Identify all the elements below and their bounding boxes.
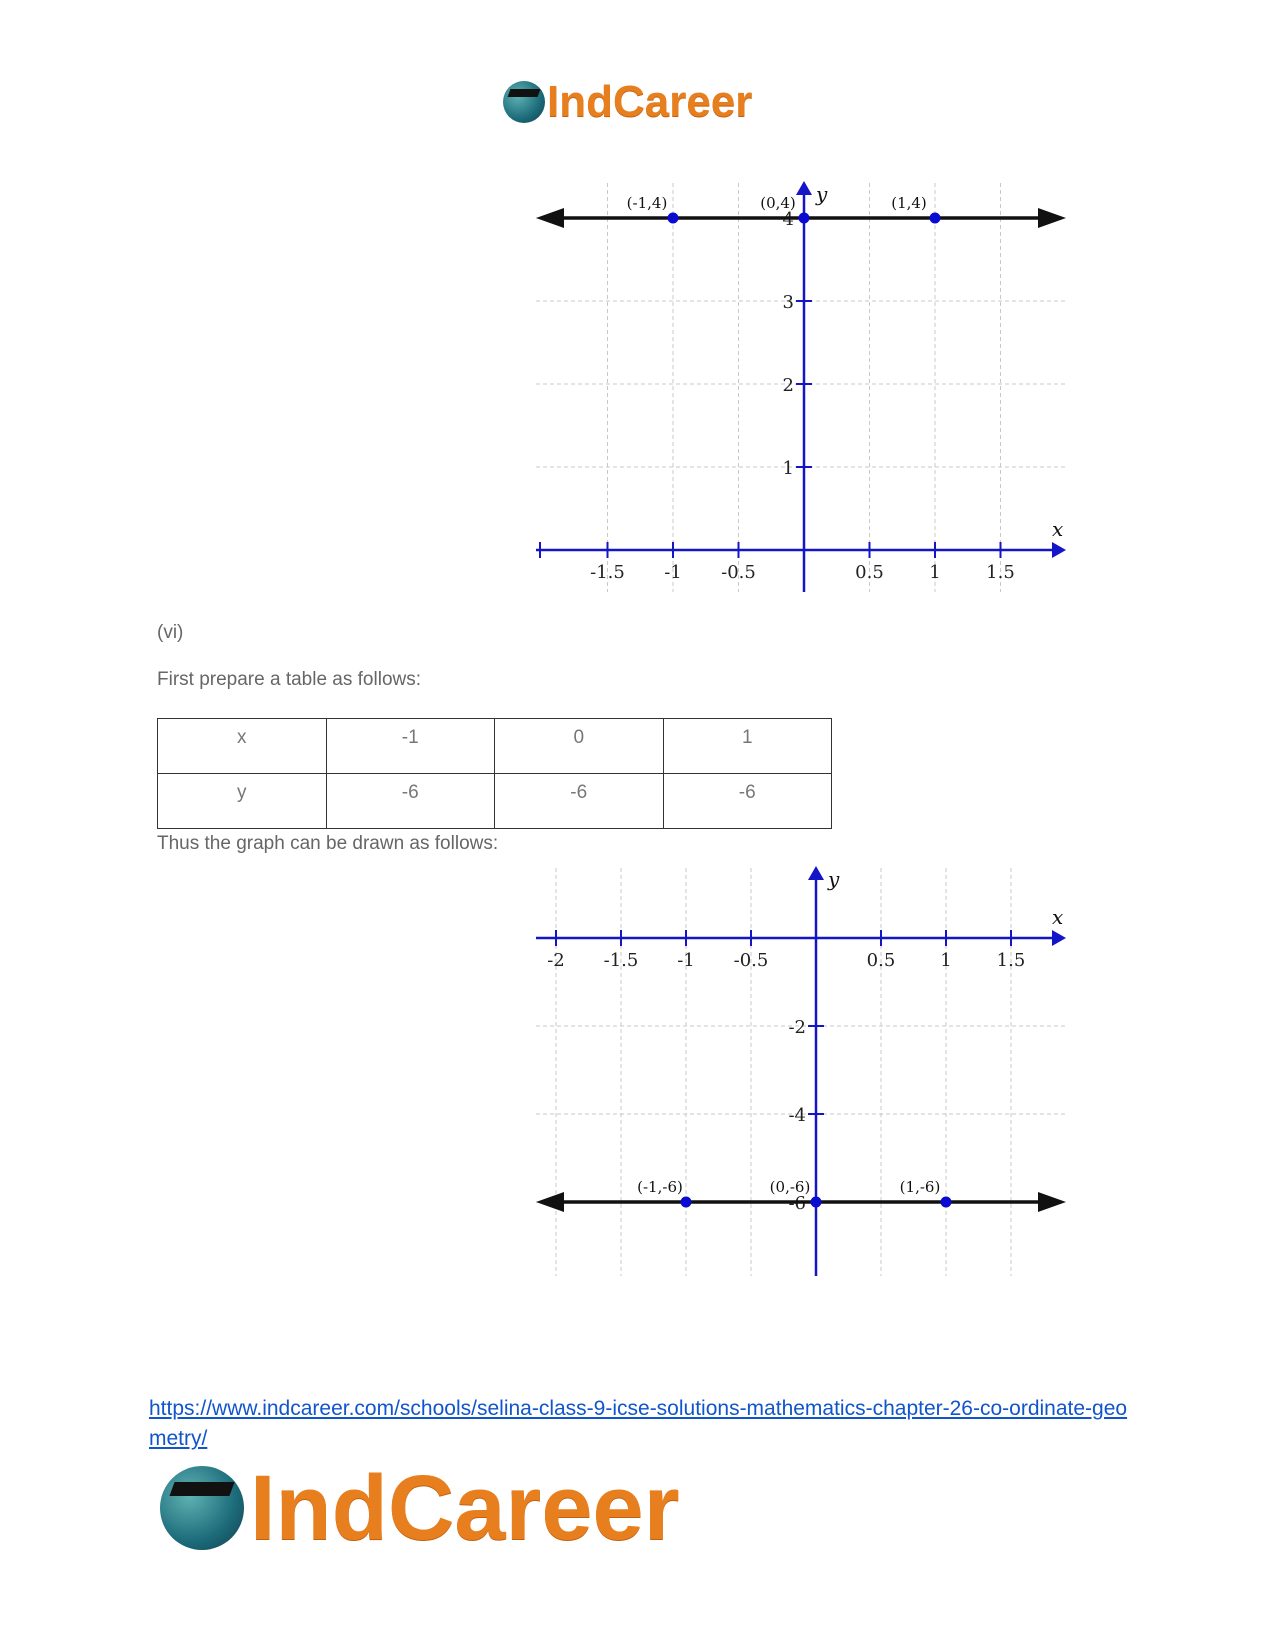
x-tick-label: 1 <box>940 950 952 971</box>
point-label: (0,4) <box>760 194 796 212</box>
y-tick-label: -6 <box>788 1193 806 1214</box>
y-axis-label: y <box>816 182 828 206</box>
point-label: (1,-6) <box>899 1178 941 1196</box>
x-tick-label: -0.5 <box>721 562 756 583</box>
source-url-link[interactable]: https://www.indcareer.com/schools/selina-class-9-icse-solutions-mathematics-chapter-26-co-ordinate-geometry/ <box>149 1397 1128 1450</box>
data-point <box>799 213 810 224</box>
point-label: (1,4) <box>891 194 927 212</box>
y-tick-label: 3 <box>782 292 794 313</box>
x-tick-label: -1.5 <box>603 950 639 971</box>
y-axis-arrow <box>796 181 812 195</box>
point-label: (0,-6) <box>769 1178 811 1196</box>
x-tick-label: -1 <box>677 950 695 971</box>
after-table-text: Thus the graph can be drawn as follows: <box>157 833 499 854</box>
table-cell: 1 <box>663 719 832 774</box>
table-cell: -1 <box>326 719 495 774</box>
x-axis-arrow <box>1052 542 1066 558</box>
point-label: (-1,4) <box>626 194 668 212</box>
x-tick-label: -1.5 <box>590 562 625 583</box>
point-label: (-1,-6) <box>637 1178 683 1196</box>
line-arrow-right <box>1038 1192 1066 1212</box>
table-cell: x <box>158 719 327 774</box>
y-tick-label: -4 <box>788 1105 806 1126</box>
x-axis-arrow <box>1052 930 1066 946</box>
intro-text: First prepare a table as follows: <box>157 669 422 690</box>
y-axis-arrow <box>808 866 824 880</box>
data-point <box>941 1197 952 1208</box>
header-logo <box>503 77 753 126</box>
table-row <box>158 774 832 829</box>
data-point <box>930 213 941 224</box>
graduate-cap-logo-icon <box>503 81 545 123</box>
table-cell: -6 <box>495 774 664 829</box>
x-axis-label: x <box>1052 517 1064 541</box>
line-arrow-left <box>536 208 564 228</box>
y-tick-label: 1 <box>782 458 794 479</box>
table-cell: -6 <box>663 774 832 829</box>
line-arrow-left <box>536 1192 564 1212</box>
data-point <box>681 1197 692 1208</box>
x-tick-label: 0.5 <box>855 562 884 583</box>
header-logo-text: IndCareer <box>547 77 753 126</box>
y-tick-label: 4 <box>782 209 794 230</box>
values-table <box>157 718 832 829</box>
table-cell: -6 <box>326 774 495 829</box>
x-tick-label: -2 <box>547 950 565 971</box>
table-row <box>158 719 832 774</box>
data-point <box>668 213 679 224</box>
x-tick-label: 0.5 <box>866 950 896 971</box>
y-tick-label: -2 <box>788 1017 806 1038</box>
y-tick-label: 2 <box>782 375 794 396</box>
footer-logo <box>160 1457 680 1559</box>
line-arrow-right <box>1038 208 1066 228</box>
part-label: (vi) <box>157 622 184 643</box>
footer-logo-text: IndCareer <box>250 1457 680 1559</box>
y-axis-label: y <box>828 867 840 891</box>
x-tick-label: -0.5 <box>733 950 769 971</box>
x-tick-label: -1 <box>664 562 682 583</box>
data-point <box>811 1197 822 1208</box>
table-cell: y <box>158 774 327 829</box>
x-tick-label: 1.5 <box>996 950 1026 971</box>
table-cell: 0 <box>495 719 664 774</box>
x-axis-label: x <box>1052 905 1064 929</box>
graduate-cap-logo-icon <box>160 1466 244 1550</box>
x-tick-label: 1 <box>929 562 941 583</box>
x-tick-label: 1.5 <box>986 562 1015 583</box>
